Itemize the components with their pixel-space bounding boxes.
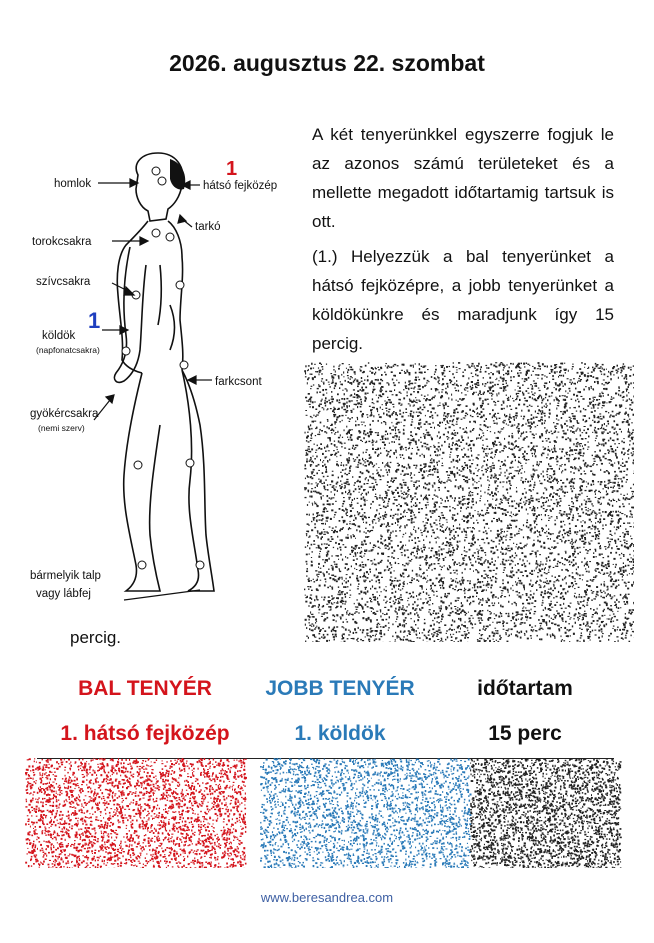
instruction-paragraph-1: A két tenyerünkkel egyszerre fogjuk le az azonos számú területeket és a mellette megadott időtartamig tartsuk is ott. xyxy=(312,125,614,231)
footer-website: www.beresandrea.com xyxy=(260,890,394,905)
label-homlok: homlok xyxy=(54,178,92,190)
label-koldok-sub: (napfonatcsakra) xyxy=(36,345,100,355)
label-gyokercsakra: gyökércsakra xyxy=(30,408,99,420)
body-figure-illustration xyxy=(30,145,295,620)
label-torokcsakra: torokcsakra xyxy=(32,236,92,248)
row-bal-value: 1. hátsó fejközép xyxy=(60,722,230,745)
label-tarko: tarkó xyxy=(195,221,221,233)
header-jobb-tenyer: JOBB TENYÉR xyxy=(265,677,415,700)
scan-noise-row xyxy=(0,758,654,868)
header-idotartam: időtartam xyxy=(477,677,573,700)
label-talp-line2: vagy lábfej xyxy=(36,588,91,600)
row-jobb-value: 1. köldök xyxy=(294,722,386,745)
label-szivcsakra: szívcsakra xyxy=(36,276,91,288)
body-outline xyxy=(114,153,214,591)
human-body-diagram xyxy=(30,145,295,620)
label-farkcsont: farkcsont xyxy=(215,376,262,388)
page-title: 2026. augusztus 22. szombat xyxy=(169,50,485,76)
label-arrows xyxy=(94,179,212,600)
label-hatso-fejkozep: hátsó fejközép xyxy=(203,180,278,192)
label-talp-line1: bármelyik talp xyxy=(30,570,101,582)
dangling-text: percig. xyxy=(70,628,122,647)
row-ido-value: 15 perc xyxy=(488,722,562,745)
label-koldok: köldök xyxy=(42,330,76,342)
scan-noise-block xyxy=(304,362,634,642)
instructions-text xyxy=(312,120,614,364)
red-number: 1 xyxy=(226,158,238,180)
blue-number: 1 xyxy=(88,308,101,333)
instruction-paragraph-2: (1.) Helyezzük a bal tenyerünket a hátsó fejközépre, a jobb tenyerünket a köldökünkre és maradjunk így 15 percig. xyxy=(312,247,614,353)
header-bal-tenyer: BAL TENYÉR xyxy=(78,677,212,700)
label-gyokercsakra-sub: (nemi szerv) xyxy=(38,423,85,433)
